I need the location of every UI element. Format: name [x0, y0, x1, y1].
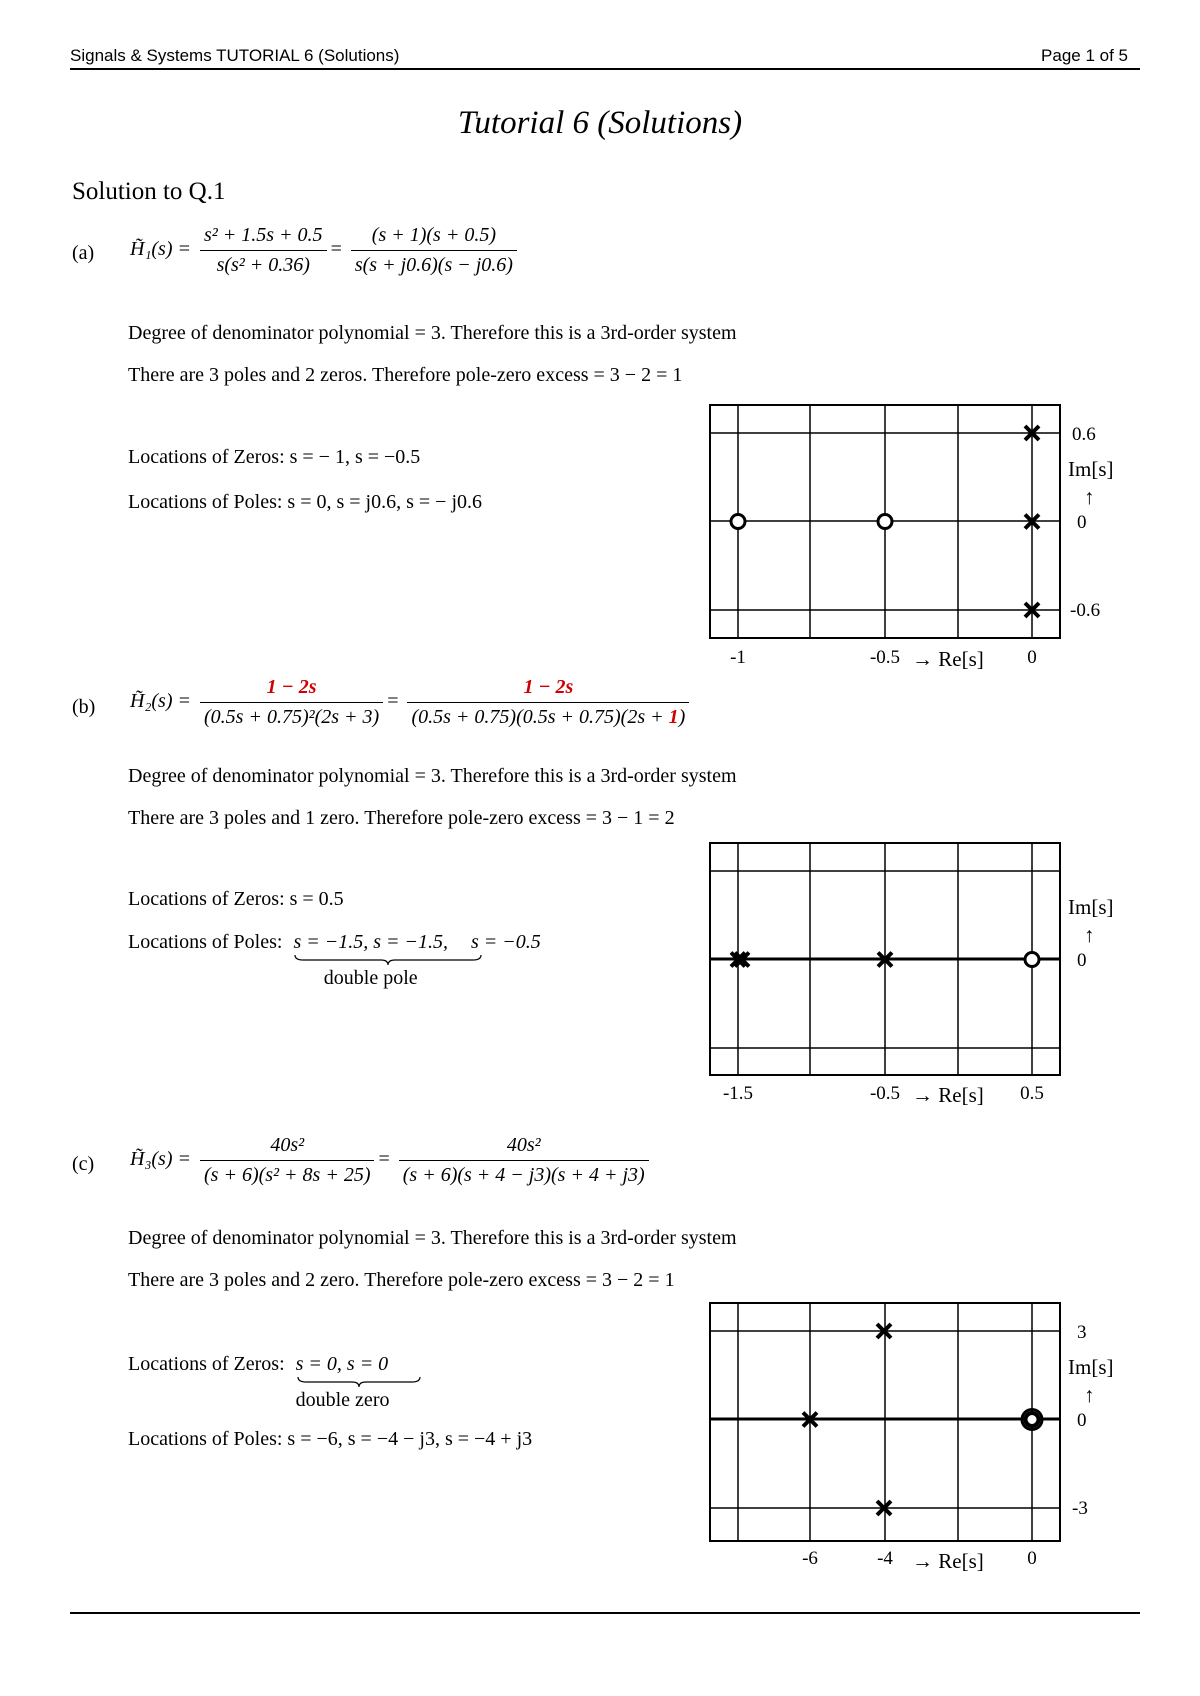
y-tick-b-0: 0 [1077, 950, 1087, 971]
part-a-fraction-1 [200, 224, 327, 277]
part-c-zeros [128, 1353, 390, 1411]
up-arrow-icon: ↑ [1084, 1383, 1095, 1407]
double-zero-label: double zero [295, 1389, 390, 1411]
x-tick-c-2: 0 [1027, 1548, 1037, 1569]
part-a-frac1-num: s² + 1.5s + 0.5 [204, 224, 323, 246]
pole-zero-plot-b [700, 838, 1130, 1108]
zero-marker [1026, 1414, 1038, 1426]
part-c-equation: H̃₃(s) = $\frac{\text{40s²}}{\text{(s + 6)(s² + 8s + 25)}}$ = $\frac{\text{40s²}}{(s + 6)(s + 4 - j3)(s + 4 + j3)}$ [130, 1134, 653, 1187]
part-b-poles-double: s = −1.5, s = −1.5, [293, 931, 448, 953]
part-c-double-zero [295, 1353, 390, 1411]
underbrace-icon [296, 1375, 426, 1389]
header-left: Signals & Systems TUTORIAL 6 (Solutions) [70, 46, 400, 65]
part-a-poles: Locations of Poles: s = 0, s = j0.6, s = − j0.6 [128, 491, 483, 513]
part-b-frac1-num: 1 − 2s [266, 676, 317, 698]
part-c-zeros-double: s = 0, s = 0 [295, 1353, 389, 1375]
pole-zero-plot-c [700, 1298, 1130, 1588]
part-c-excess: There are 3 poles and 2 zero. Therefore pole-zero excess = 3 − 2 = 1 [128, 1269, 675, 1291]
double-pole-label: double pole [323, 967, 418, 989]
part-a-zeros: Locations of Zeros: s = − 1, s = −0.5 [128, 446, 421, 468]
x-tick-a-0: -1 [730, 647, 746, 668]
part-b-poles [128, 931, 541, 989]
part-c-fraction-2 [399, 1134, 649, 1187]
part-b-frac2-den [407, 702, 689, 729]
x-tick-b-2: 0.5 [1020, 1083, 1044, 1104]
x-tick-a-1: -0.5 [869, 647, 901, 668]
part-b-degree: Degree of denominator polynomial = 3. Therefore this is a 3rd-order system [128, 765, 737, 787]
footer-rule [70, 1612, 1140, 1614]
pole-zero-plot-a [700, 400, 1130, 680]
y-tick-c-0: 3 [1077, 1322, 1087, 1343]
page-title: Tutorial 6 (Solutions) [457, 105, 743, 141]
part-c-degree: Degree of denominator polynomial = 3. Therefore this is a 3rd-order system [128, 1227, 737, 1249]
part-c-frac1-num: 40s² [270, 1134, 305, 1156]
part-a-degree: Degree of denominator polynomial = 3. Therefore this is a 3rd-order system [128, 322, 737, 344]
header-rule [70, 68, 1140, 70]
section-heading: Solution to Q.1 [72, 178, 226, 205]
part-c-poles: Locations of Poles: s = −6, s = −4 − j3, s = −4 + j3 [128, 1428, 533, 1450]
part-a-label: (a) [72, 242, 95, 264]
zero-marker [731, 515, 745, 529]
part-b-frac2-den-red: 1 [668, 706, 679, 728]
x-tick-c-0: -6 [802, 1548, 818, 1569]
part-a-fraction-2 [351, 224, 517, 277]
part-b-frac2-num: 1 − 2s [523, 676, 574, 698]
zero-marker [878, 515, 892, 529]
y-tick-a-2: -0.6 [1070, 600, 1101, 621]
part-a-lhs: H̃₁(s) = [130, 238, 191, 261]
part-b-frac1-den: (0.5s + 0.75)²(2s + 3) [200, 702, 383, 729]
part-a-equation: H̃₁(s) = $\frac{\text{s² + 1.5s + 0.5}}{\text{s(s² + 0.36)}}$ = $\frac{(s + 1)(s + 0.5)}{s(s + j0.6)(s - j0.6)}$ [130, 224, 521, 277]
part-b-frac2-den-b: ) [678, 706, 686, 728]
part-b-poles-prefix: Locations of Poles: [128, 931, 283, 953]
part-c-fraction-1 [200, 1134, 374, 1187]
part-a-frac2-den: s(s + j0.6)(s − j0.6) [351, 250, 517, 277]
part-a-frac1-den: s(s² + 0.36) [200, 250, 327, 277]
y-tick-a-1: 0 [1077, 512, 1087, 533]
part-b-equation: H̃₂(s) = $\frac{1 - 2s}{\text{(0.5s + 0.75)²(2s + 3)}}$ = $\frac{1 - 2s}{(0.5s + 0.75)(0.5s + 0.75)(2s + 1)}$ [130, 676, 693, 729]
im-axis-label-b: Im[s] [1068, 895, 1114, 919]
x-tick-c-1: -4 [877, 1548, 893, 1569]
part-b-label: (b) [72, 696, 96, 718]
part-a-frac2-num: (s + 1)(s + 0.5) [371, 224, 496, 246]
up-arrow-icon: ↑ [1084, 923, 1095, 947]
x-tick-b-1: -0.5 [869, 1083, 901, 1104]
re-axis-label-b: → Re[s] [912, 1083, 984, 1107]
part-b-lhs: H̃₂(s) = [130, 690, 191, 713]
part-a-excess: There are 3 poles and 2 zeros. Therefore pole-zero excess = 3 − 2 = 1 [128, 364, 683, 386]
part-c-frac2-num: 40s² [506, 1134, 541, 1156]
im-axis-label-c: Im[s] [1068, 1355, 1114, 1379]
part-b-double-pole [293, 931, 448, 989]
part-b-excess: There are 3 poles and 1 zero. Therefore pole-zero excess = 3 − 1 = 2 [128, 807, 675, 829]
part-b-fraction-1 [200, 676, 383, 729]
up-arrow-icon: ↑ [1084, 485, 1095, 509]
re-axis-label-a: → Re[s] [912, 647, 984, 671]
part-b-fraction-2 [407, 676, 689, 729]
x-tick-a-2: 0 [1027, 647, 1037, 668]
part-b-zeros: Locations of Zeros: s = 0.5 [128, 888, 344, 910]
part-c-lhs: H̃₃(s) = [130, 1148, 191, 1171]
y-tick-c-1: 0 [1077, 1410, 1087, 1431]
part-c-label: (c) [72, 1153, 95, 1175]
part-c-zeros-prefix: Locations of Zeros: [128, 1353, 285, 1375]
page-number: Page 1 of 5 [1041, 46, 1128, 65]
part-c-frac2-den: (s + 6)(s + 4 − j3)(s + 4 + j3) [399, 1160, 649, 1187]
re-axis-label-c: → Re[s] [912, 1549, 984, 1573]
im-axis-label-a: Im[s] [1068, 457, 1114, 481]
zero-marker [1025, 953, 1039, 967]
y-tick-a-0: 0.6 [1072, 424, 1096, 445]
part-b-frac2-den-a: (0.5s + 0.75)(0.5s + 0.75)(2s + [411, 706, 664, 728]
underbrace-icon [293, 953, 483, 967]
x-tick-b-0: -1.5 [722, 1083, 754, 1104]
y-tick-c-2: -3 [1072, 1498, 1088, 1519]
part-b-poles-single: s = −0.5 [471, 931, 541, 953]
part-c-frac1-den: (s + 6)(s² + 8s + 25) [200, 1160, 374, 1187]
